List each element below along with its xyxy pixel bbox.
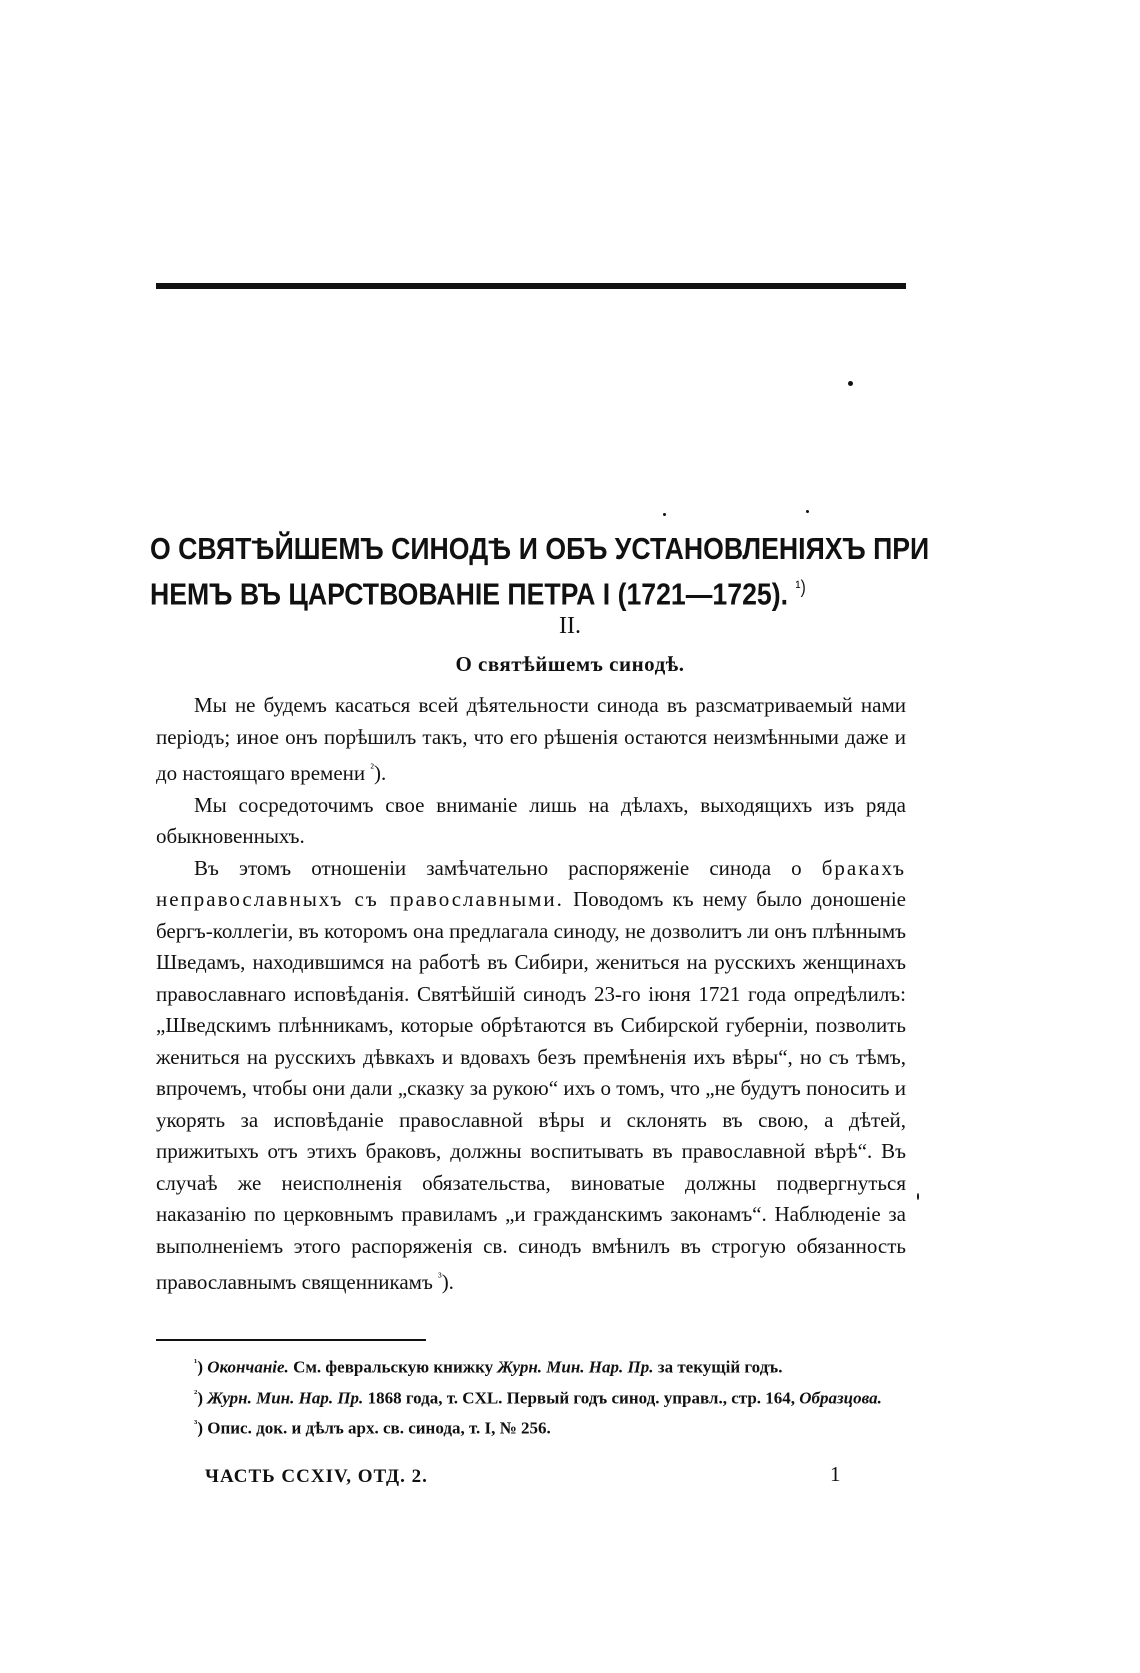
footnote-2-journal: Журн. Мин. Нар. Пр. bbox=[207, 1388, 364, 1408]
footnote-1: $^{^1}$) Окончаніе. См. февральскую книжку Журн. Мин. Нар. Пр. за текущій годъ. bbox=[194, 1357, 783, 1377]
footnote-ref-3: ³ bbox=[438, 1270, 442, 1284]
title-footnote-mark: ¹) bbox=[795, 577, 806, 597]
footnote-2: $^{^2}$) Журн. Мин. Нар. Пр. 1868 года, т. CXL. Первый годъ синод. управл., стр. 164, Образцова. bbox=[194, 1387, 882, 1408]
signature-line: ЧАСТЬ CCXIV, ОТД. 2. bbox=[205, 1466, 428, 1487]
article-title bbox=[150, 530, 930, 613]
paragraph-3 bbox=[156, 853, 906, 1299]
print-speck bbox=[806, 510, 809, 513]
footnote-3-mark: ³ bbox=[194, 1418, 198, 1431]
footnote-1-mark: ¹ bbox=[194, 1357, 198, 1369]
footnote-2-author: Образцова. bbox=[799, 1388, 882, 1408]
print-speck bbox=[848, 381, 853, 386]
article-body bbox=[156, 690, 906, 1299]
footnote-1-journal: Журн. Мин. Нар. Пр. bbox=[497, 1357, 654, 1377]
footnote-1-italic: Окончаніе. bbox=[207, 1357, 289, 1377]
paragraph-3-spaced-phrase: бракахъ неправославныхъ съ православными. bbox=[156, 855, 907, 911]
paragraph-3-end: ). bbox=[441, 1270, 454, 1294]
section-number: II. bbox=[559, 613, 581, 639]
footnote-3: $^{^3}$) Опис. док. и дѣлъ арх. св. синода, т. I, № 256. bbox=[194, 1418, 551, 1438]
paragraph-3-lead: Въ этомъ отношеніи замѣчательно распоряженіе синода о bbox=[194, 855, 802, 880]
paragraph-3-text: Поводомъ къ нему было доношеніе бергъ-коллегіи, въ которомъ она предлагала синоду, не дозволитъ ли онъ плѣннымъ Шведамъ, находившимся на работѣ въ Сибири, жениться на русскихъ женщинахъ православнаго исповѣданія. Святѣйшій синодъ 23-го іюня 1721 года опредѣлилъ: „Шведскимъ плѣнникамъ, которые обрѣтаются въ Сибирской губерніи, позволить жениться на русскихъ дѣвкахъ и вдовахъ безъ премѣненія ихъ вѣры“, но съ тѣмъ, впрочемъ, чтобы они дали „сказку за рукою“ ихъ о томъ, что „не будутъ поносить и укорять за исповѣданіе православной вѣры и склонять въ свою, а дѣтей, прижитыхъ отъ этихъ браковъ, должны воспитывать въ православной вѣрѣ“. Въ случаѣ же неисполненія обязательства, виноватые должны подвергнуться наказанію по церковнымъ правиламъ „и гражданскимъ законамъ“. Наблюденіе за выполненіемъ этого распоряженія св. синодъ вмѣнилъ въ строгую обязанность православнымъ священникамъ bbox=[156, 887, 906, 1294]
title-line-1: О СВЯТѢЙШЕМЪ СИНОДѢ И ОБЪ УСТАНОВЛЕНІЯХЪ ПРИ bbox=[150, 531, 930, 566]
title-line-2 bbox=[150, 568, 806, 613]
footnote-rule bbox=[156, 1339, 426, 1341]
paragraph-1-text: Мы не будемъ касаться всей дѣятельности синода въ разсматриваемый нами періодъ; иное онъ порѣшилъ такъ, что его рѣшенія остаются неизмѣнными даже и до настоящаго времени bbox=[156, 693, 906, 785]
page-number: 1 bbox=[830, 1462, 841, 1486]
paragraph-1 bbox=[156, 690, 906, 790]
footnote-2-mark: ² bbox=[194, 1387, 198, 1400]
print-speck bbox=[917, 1193, 919, 1200]
footnote-1-text-a: См. февральскую книжку bbox=[293, 1357, 494, 1377]
footnote-ref-2: ² bbox=[370, 761, 374, 775]
section-heading: О святѣйшемъ синодѣ. bbox=[455, 652, 685, 676]
footnote-3-text: Опис. док. и дѣлъ арх. св. синода, т. I, № 256. bbox=[207, 1418, 551, 1438]
top-rule bbox=[156, 283, 906, 289]
title-line-2-text: НЕМЪ ВЪ ЦАРСТВОВАНІЕ ПЕТРА I (1721—1725). bbox=[150, 576, 789, 612]
paragraph-1-end: ). bbox=[374, 761, 387, 785]
print-speck bbox=[663, 513, 666, 516]
footnote-1-text-b: за текущій годъ. bbox=[657, 1357, 783, 1377]
paragraph-2: Мы сосредоточимъ свое вниманіе лишь на дѣлахъ, выходящихъ изъ ряда обыкновенныхъ. bbox=[156, 792, 906, 848]
footnote-2-text: 1868 года, т. CXL. Первый годъ синод. управл., стр. 164, bbox=[367, 1388, 796, 1408]
footnotes bbox=[156, 1350, 906, 1442]
